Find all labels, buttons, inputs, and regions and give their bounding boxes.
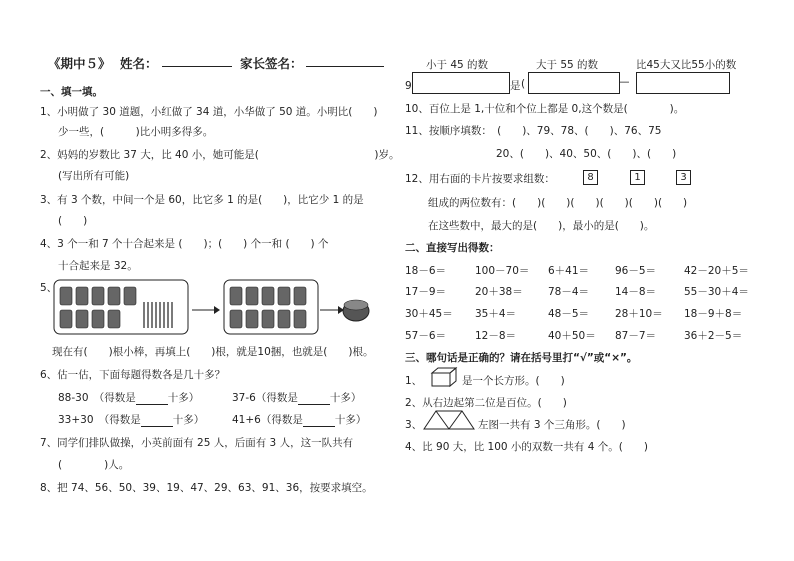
stick-bundle-illustration [52,278,372,338]
q12-line2: 组成的两位数有：( )( )( )( )( )( ) [428,197,688,209]
calc-item: 57－6＝ [405,330,447,342]
calc-item: 35＋4＝ [475,308,517,320]
parent-signature-label: 家长签名： [240,56,303,71]
calc-item: 36＋2－5＝ [684,330,743,342]
calc-item: 20＋38＝ [475,286,523,298]
s1-text: 是一个长方形。( ) [462,375,565,387]
answer-box-less-than-45[interactable] [412,72,510,94]
name-label: 姓名： [120,56,158,71]
q8-line1: 8、把 74、56、50、39、19、47、29、63、91、36，按要求填空。 [40,482,373,494]
q9-connector-1: 是 [510,80,521,92]
parent-signature-field[interactable] [306,54,384,67]
q12-line1: 12、用右面的卡片按要求组数： [405,173,555,185]
q12-line3: 在这些数中，最大的是( )，最小的是( )。 [428,220,655,232]
q7-line2: ( )人。 [58,459,130,471]
q6-blank-1[interactable] [136,394,168,405]
q6-suffix: 十多） [334,414,367,426]
answer-box-between-45-55[interactable] [636,72,730,94]
q1-line2: 少一些，( )比小明多得多。 [58,126,214,138]
q1-line1: 1、小明做了 30 道题，小红做了 34 道，小华做了 50 道。小明比( ) [40,106,378,118]
box-label-greater-than-55: 大于 55 的数 [536,59,599,71]
number-card-3: 3 [676,170,691,185]
exam-title: 《期中５》 [48,56,111,71]
calc-item: 6＋41＝ [548,265,590,277]
q9-connector-3: — [619,76,630,88]
calc-item: 18－9＋8＝ [684,308,743,320]
s3-number: 3、 [405,419,423,431]
q6-suffix: 十多） [172,414,205,426]
calc-item: 28＋10＝ [615,308,663,320]
calc-item: 96－5＝ [615,265,657,277]
q4-line1: 4、3 个一和 7 个十合起来是 ( )；( ) 个一和 ( ) 个 [40,238,329,250]
q5-number: 5、 [40,282,58,294]
cuboid-icon [430,366,458,388]
q6-item-4 [232,412,366,427]
section3-title: 三、哪句话是正确的？请在括号里打“√”或“×”。 [405,352,638,364]
q4-line2: 十合起来是 32。 [58,260,138,272]
q3-line2: ( ) [58,215,88,227]
q6-suffix: 十多） [167,392,200,404]
section1-title: 一、填一填。 [40,86,103,98]
q6-blank-2[interactable] [298,394,330,405]
q6-item-3 [58,412,204,427]
calc-item: 55－30＋4＝ [684,286,749,298]
section2-title: 二、直接写出得数： [405,242,500,254]
q6-line1: 6、估一估，下面每题得数各是几十多？ [40,369,226,381]
q6-item-4-text: 41+6（得数是 [232,414,303,426]
calc-item: 14－8＝ [615,286,657,298]
q3-line1: 3、有 3 个数，中间一个是 60，比它多 1 的是( )，比它少 1 的是 [40,194,364,206]
calc-item: 30＋45＝ [405,308,453,320]
number-card-1: 1 [630,170,645,185]
box-label-between-45-55: 比45大又比55小的数 [636,59,737,71]
s4: 4、比 90 大，比 100 小的双数一共有 4 个。( ) [405,441,648,453]
q6-item-1-text: 88-30 （得数是 [58,392,136,404]
q6-item-3-text: 33+30 （得数是 [58,414,141,426]
name-field[interactable] [162,54,232,67]
q6-item-1 [58,390,199,405]
q11-line1: 11、按顺序填数： ( )、79、78、( )、76、75 [405,125,662,137]
q2-line2: (写出所有可能) [58,170,130,182]
q11-line2: 20、( )、40、50、( )、( ) [496,148,677,160]
q2-line1: 2、妈妈的岁数比 37 大，比 40 小，她可能是( )岁。 [40,149,400,161]
calc-item: 40＋50＝ [548,330,596,342]
q6-blank-4[interactable] [303,416,335,427]
q9-connector-2: ( [521,78,526,90]
calc-item: 100－70＝ [475,265,530,277]
q6-item-2-text: 37-6（得数是 [232,392,298,404]
q6-item-2 [232,390,361,405]
q9-number: 9 [405,80,412,92]
calc-item: 18－6＝ [405,265,447,277]
q10: 10、百位上是 1,十位和个位上都是 0,这个数是( )。 [405,103,685,115]
q5-text: 现在有( )根小棒，再填上( )根，就是10捆，也就是( )根。 [52,346,374,358]
box-label-less-than-45: 小于 45 的数 [426,59,489,71]
calc-item: 48－5＝ [548,308,590,320]
triangles-figure [422,409,476,431]
calc-item: 87－7＝ [615,330,657,342]
s2: 2、从右边起第二位是百位。( ) [405,397,567,409]
calc-item: 12－8＝ [475,330,517,342]
q6-blank-3[interactable] [141,416,173,427]
q6-suffix: 十多） [329,392,362,404]
answer-box-greater-than-55[interactable] [528,72,620,94]
s1-number: 1、 [405,375,423,387]
s3-text: 左图一共有 3 个三角形。( ) [478,419,626,431]
calc-item: 42－20＋5＝ [684,265,749,277]
number-card-8: 8 [583,170,598,185]
calc-item: 17－9＝ [405,286,447,298]
q7-line1: 7、同学们排队做操，小英前面有 25 人，后面有 3 人，这一队共有 [40,437,354,449]
calc-item: 78－4＝ [548,286,590,298]
